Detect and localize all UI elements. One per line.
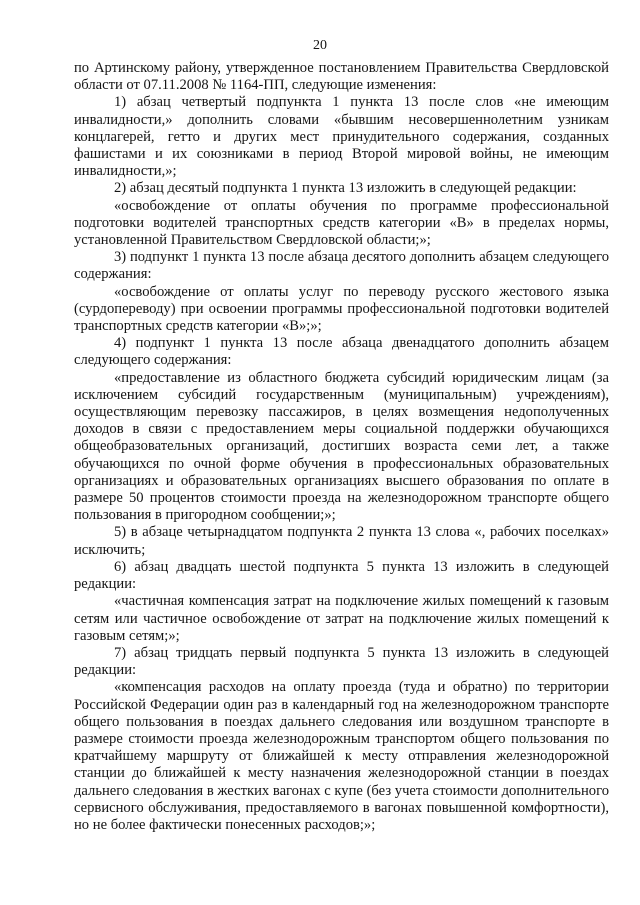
paragraph-item-5: 5) в абзаце четырнадцатом подпункта 2 пункта 13 слова «, рабочих поселках» исключить; <box>74 524 609 558</box>
paragraph-item-3-quote: «освобождение от оплаты услуг по переводу русского жестового языка (сурдопереводу) при освоении программы профессиональной подготовки водителей транспортных средств категории «В»;»; <box>74 283 609 335</box>
paragraph-item-1: 1) абзац четвертый подпункта 1 пункта 13 после слов «не имеющим инвалидности,» дополнить словами «бывшим несовершеннолетним узникам концлагерей, гетто и других мест принудительного содержания, созданных фашистами и их союзниками в период Второй мировой войны, не имеющим инвалидности,»; <box>74 94 609 180</box>
paragraph-item-2-quote: «освобождение от оплаты обучения по программе профессиональной подготовки водителей транспортных средств категории «В» в пределах нормы, установленной Правительством Свердловской области;»; <box>74 197 609 249</box>
paragraph-item-7: 7) абзац тридцать первый подпункта 5 пункта 13 изложить в следующей редакции: <box>74 644 609 679</box>
paragraph-item-3: 3) подпункт 1 пункта 13 после абзаца десятого дополнить абзацем следующего содержания: <box>74 249 609 283</box>
paragraph-item-6: 6) абзац двадцать шестой подпункта 5 пункта 13 изложить в следующей редакции: <box>74 558 609 593</box>
paragraph-item-2: 2) абзац десятый подпункта 1 пункта 13 изложить в следующей редакции: <box>114 180 577 197</box>
paragraph-item-6-quote: «частичная компенсация затрат на подключение жилых помещений к газовым сетям или частичное освобождение от затрат на подключение жилых помещений к газовым сетям;»; <box>74 593 609 644</box>
page-number: 20 <box>313 38 327 53</box>
paragraph-intro: по Артинскому району, утвержденное постановлением Правительства Свердловской области от 07.11.2008 № 1164-ПП, следующие изменения: <box>74 60 609 94</box>
document-body <box>74 60 609 834</box>
paragraph-item-7-quote: «компенсация расходов на оплату проезда (туда и обратно) по территории Российской Федерации один раз в календарный год на железнодорожном транспорте общего пользования в поездах дальнего следования или воздушном транспорте в размере стоимости проезда железнодорожным транспортом общего пользования по кратчайшему маршруту от ближайшей к месту отправления железнодорожной станции до ближайшей к месту назначения железнодорожной станции в поездах дальнего следования в жестких вагонах с купе (без учета стоимости дополнительного сервисного обслуживания, предоставляемого в вагонах повышенной комфортности), но не более фактически понесенных расходов;»; <box>74 679 609 833</box>
paragraph-item-4: 4) подпункт 1 пункта 13 после абзаца двенадцатого дополнить абзацем следующего содержания: <box>74 335 609 369</box>
paragraph-item-4-quote: «предоставление из областного бюджета субсидий юридическим лицам (за исключением субсидий государственным (муниципальным) учреждениям), осуществляющим перевозку пассажиров, в целях возмещения недополученных доходов в связи с предоставлением меры социальной поддержки обучающихся общеобразовательных организаций, достигших возраста семи лет, а также обучающихся по очной форме обучения в профессиональных образовательных организациях и образовательных организациях высшего образования по оплате в размере 50 процентов стоимости проезда на железнодорожном транспорте общего пользования в пригородном сообщении;»; <box>74 369 609 524</box>
